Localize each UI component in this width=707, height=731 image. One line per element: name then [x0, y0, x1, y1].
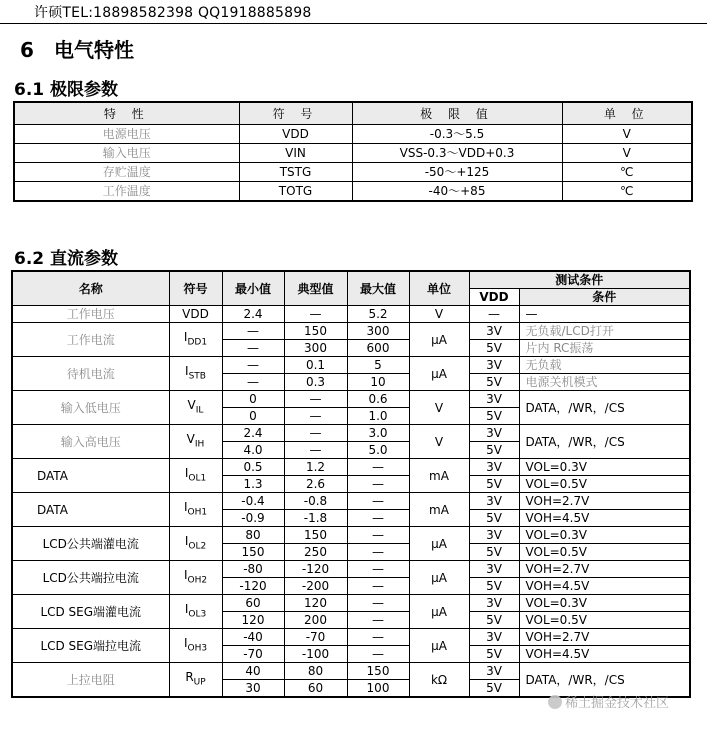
dc-unit: mA	[409, 493, 469, 527]
dc-row	[12, 306, 690, 323]
limits-table	[13, 101, 693, 202]
dc-param-symbol	[169, 595, 222, 629]
dc-param-name: 工作电压	[12, 306, 169, 323]
dc-row	[12, 323, 690, 340]
dc-parameters-table	[11, 270, 691, 698]
dc-condition: VOL=0.3V	[519, 527, 690, 544]
dc-condition: VOH=4.5V	[519, 646, 690, 663]
dc-vdd-value: 3V	[469, 663, 519, 680]
limits-symbol: TOTG	[239, 182, 352, 202]
dc-min-value: —	[222, 340, 284, 357]
dc-min-value: —	[222, 374, 284, 391]
dc-param-symbol	[169, 306, 222, 323]
dc-vdd-value: 3V	[469, 527, 519, 544]
dc-max-value: 150	[347, 663, 409, 680]
dc-condition: DATA，/WR，/CS	[519, 663, 690, 698]
dc-condition: VOH=4.5V	[519, 578, 690, 595]
dc-row	[12, 357, 690, 374]
limits-unit: V	[562, 125, 692, 144]
dc-max-value: 1.0	[347, 408, 409, 425]
dc-condition: 电源关机模式	[519, 374, 690, 391]
limits-value: VSS-0.3～VDD+0.3	[352, 144, 562, 163]
limits-unit: ℃	[562, 182, 692, 202]
dc-vdd-value: 5V	[469, 510, 519, 527]
dc-header-unit: 单位	[409, 271, 469, 306]
dc-param-name: DATA	[12, 459, 169, 493]
symbol-subscript: IH	[194, 439, 205, 450]
dc-max-value: 0.6	[347, 391, 409, 408]
dc-min-value: -0.4	[222, 493, 284, 510]
dc-vdd-value: 3V	[469, 323, 519, 340]
dc-header-test: 测试条件	[469, 271, 690, 289]
dc-header-vdd: VDD	[469, 289, 519, 306]
dc-vdd-value: 5V	[469, 476, 519, 493]
dc-param-symbol	[169, 663, 222, 698]
dc-min-value: 80	[222, 527, 284, 544]
dc-typ-value: -70	[284, 629, 347, 646]
dc-unit: μA	[409, 527, 469, 561]
section-number: 6	[20, 38, 34, 62]
dc-max-value: —	[347, 646, 409, 663]
dc-vdd-value: 3V	[469, 493, 519, 510]
dc-max-value: 100	[347, 680, 409, 698]
dc-condition: DATA，/WR，/CS	[519, 425, 690, 459]
symbol-main: V	[186, 432, 195, 447]
symbol-main: I	[184, 466, 189, 481]
dc-max-value: —	[347, 527, 409, 544]
dc-unit: μA	[409, 561, 469, 595]
dc-vdd-value: 3V	[469, 391, 519, 408]
dc-param-name: LCD SEG端拉电流	[12, 629, 169, 663]
dc-vdd-value: 5V	[469, 544, 519, 561]
dc-min-value: -80	[222, 561, 284, 578]
dc-typ-value: 1.2	[284, 459, 347, 476]
limits-name: 工作温度	[14, 182, 239, 202]
limits-header-unit: 单 位	[562, 102, 692, 125]
dc-condition: VOL=0.5V	[519, 476, 690, 493]
dc-min-value: -40	[222, 629, 284, 646]
dc-param-symbol	[169, 357, 222, 391]
dc-typ-value: —	[284, 306, 347, 323]
dc-max-value: —	[347, 612, 409, 629]
dc-vdd-value: 5V	[469, 680, 519, 698]
dc-condition: VOL=0.5V	[519, 612, 690, 629]
dc-max-value: 5	[347, 357, 409, 374]
dc-max-value: —	[347, 595, 409, 612]
dc-vdd-value: 3V	[469, 595, 519, 612]
dc-max-value: —	[347, 476, 409, 493]
dc-vdd-value: 3V	[469, 425, 519, 442]
limits-symbol: VDD	[239, 125, 352, 144]
dc-typ-value: -1.8	[284, 510, 347, 527]
dc-param-symbol	[169, 459, 222, 493]
dc-param-symbol	[169, 527, 222, 561]
dc-header-cond: 条件	[519, 289, 690, 306]
dc-typ-value: —	[284, 425, 347, 442]
dc-param-symbol	[169, 323, 222, 357]
dc-condition: VOH=2.7V	[519, 561, 690, 578]
symbol-subscript: OH3	[187, 643, 208, 654]
symbol-main: I	[183, 330, 188, 345]
dc-condition: 无负载/LCD打开	[519, 323, 690, 340]
limits-name: 电源电压	[14, 125, 239, 144]
watermark-text: 稀土掘金技术社区	[565, 696, 670, 711]
dc-vdd-value: —	[469, 306, 519, 323]
dc-min-value: -120	[222, 578, 284, 595]
dc-vdd-value: 3V	[469, 459, 519, 476]
symbol-subscript: IL	[195, 405, 204, 416]
dc-condition: VOH=2.7V	[519, 493, 690, 510]
dc-typ-value: 0.3	[284, 374, 347, 391]
symbol-subscript: OL1	[188, 473, 207, 484]
juejin-logo-icon	[548, 695, 562, 709]
dc-vdd-value: 5V	[469, 442, 519, 459]
dc-min-value: -0.9	[222, 510, 284, 527]
symbol-main: V	[187, 398, 196, 413]
symbol-subscript: UP	[193, 677, 206, 688]
limits-value: -40～+85	[352, 182, 562, 202]
dc-row	[12, 629, 690, 646]
dc-param-name: LCD SEG端灌电流	[12, 595, 169, 629]
symbol-main: I	[185, 364, 189, 379]
dc-max-value: 10	[347, 374, 409, 391]
dc-row	[12, 595, 690, 612]
limits-header-symbol: 符 号	[239, 102, 352, 125]
dc-unit: V	[409, 391, 469, 425]
dc-vdd-value: 5V	[469, 612, 519, 629]
dc-typ-value: -100	[284, 646, 347, 663]
dc-typ-value: 250	[284, 544, 347, 561]
dc-unit: μA	[409, 595, 469, 629]
dc-param-name: 上拉电阻	[12, 663, 169, 698]
dc-typ-value: 2.6	[284, 476, 347, 493]
dc-param-symbol	[169, 493, 222, 527]
limits-row	[14, 163, 692, 182]
dc-vdd-value: 5V	[469, 374, 519, 391]
dc-row	[12, 561, 690, 578]
dc-max-value: 600	[347, 340, 409, 357]
dc-vdd-value: 3V	[469, 629, 519, 646]
limits-symbol: TSTG	[239, 163, 352, 182]
dc-condition: 片内 RC振荡	[519, 340, 690, 357]
dc-max-value: 300	[347, 323, 409, 340]
dc-typ-value: —	[284, 391, 347, 408]
symbol-main: VDD	[182, 307, 209, 321]
limits-unit: V	[562, 144, 692, 163]
dc-condition: 无负载	[519, 357, 690, 374]
dc-row	[12, 425, 690, 442]
symbol-subscript: OH1	[187, 507, 208, 518]
dc-typ-value: -0.8	[284, 493, 347, 510]
section-title	[20, 34, 134, 63]
symbol-main: I	[183, 500, 188, 515]
dc-unit: mA	[409, 459, 469, 493]
dc-min-value: —	[222, 357, 284, 374]
limits-row	[14, 182, 692, 202]
dc-max-value: —	[347, 544, 409, 561]
limits-row	[14, 144, 692, 163]
subsection-title-dc: 6.2 直流参数	[14, 249, 119, 269]
dc-typ-value: 60	[284, 680, 347, 698]
dc-condition: VOH=2.7V	[519, 629, 690, 646]
dc-min-value: -70	[222, 646, 284, 663]
dc-param-symbol	[169, 391, 222, 425]
dc-condition: DATA，/WR，/CS	[519, 391, 690, 425]
dc-row	[12, 527, 690, 544]
dc-min-value: —	[222, 323, 284, 340]
symbol-main: I	[183, 568, 188, 583]
dc-max-value: —	[347, 578, 409, 595]
dc-typ-value: -200	[284, 578, 347, 595]
symbol-main: I	[184, 602, 189, 617]
dc-max-value: —	[347, 510, 409, 527]
dc-typ-value: 150	[284, 527, 347, 544]
dc-param-name: LCD公共端灌电流	[12, 527, 169, 561]
dc-header-typ: 典型值	[284, 271, 347, 306]
dc-typ-value: 200	[284, 612, 347, 629]
contact-header: 许硕TEL:18898582398 QQ1918885898	[34, 5, 312, 21]
dc-min-value: 0	[222, 391, 284, 408]
subsection-title-limits: 6.1 极限参数	[14, 80, 119, 100]
symbol-main: R	[185, 670, 194, 685]
dc-condition: —	[519, 306, 690, 323]
dc-vdd-value: 5V	[469, 408, 519, 425]
symbol-main: I	[184, 534, 189, 549]
dc-condition: VOL=0.5V	[519, 544, 690, 561]
dc-min-value: 1.3	[222, 476, 284, 493]
dc-unit: μA	[409, 357, 469, 391]
dc-row	[12, 391, 690, 408]
dc-param-name: DATA	[12, 493, 169, 527]
dc-vdd-value: 3V	[469, 357, 519, 374]
dc-min-value: 120	[222, 612, 284, 629]
limits-unit: ℃	[562, 163, 692, 182]
dc-unit: μA	[409, 323, 469, 357]
dc-vdd-value: 5V	[469, 646, 519, 663]
dc-condition: VOL=0.3V	[519, 595, 690, 612]
dc-min-value: 30	[222, 680, 284, 698]
symbol-subscript: OL3	[188, 609, 207, 620]
dc-typ-value: 0.1	[284, 357, 347, 374]
limits-value: -0.3～5.5	[352, 125, 562, 144]
dc-unit: μA	[409, 629, 469, 663]
limits-value: -50～+125	[352, 163, 562, 182]
dc-param-symbol	[169, 629, 222, 663]
dc-max-value: 3.0	[347, 425, 409, 442]
dc-max-value: —	[347, 561, 409, 578]
dc-min-value: 0.5	[222, 459, 284, 476]
dc-min-value: 4.0	[222, 442, 284, 459]
dc-param-name: 待机电流	[12, 357, 169, 391]
limits-header-value: 极 限 值	[352, 102, 562, 125]
dc-max-value: 5.0	[347, 442, 409, 459]
symbol-main: I	[183, 636, 188, 651]
dc-typ-value: 80	[284, 663, 347, 680]
dc-condition: VOL=0.3V	[519, 459, 690, 476]
dc-typ-value: 120	[284, 595, 347, 612]
dc-typ-value: 300	[284, 340, 347, 357]
limits-header-characteristic: 特 性	[14, 102, 239, 125]
dc-header-symbol: 符号	[169, 271, 222, 306]
limits-name: 输入电压	[14, 144, 239, 163]
dc-vdd-value: 3V	[469, 561, 519, 578]
dc-condition: VOH=4.5V	[519, 510, 690, 527]
dc-min-value: 2.4	[222, 425, 284, 442]
dc-max-value: —	[347, 459, 409, 476]
dc-param-name: 输入高电压	[12, 425, 169, 459]
symbol-subscript: OL2	[188, 541, 207, 552]
limits-name: 存贮温度	[14, 163, 239, 182]
dc-param-name: 工作电流	[12, 323, 169, 357]
dc-header-min: 最小值	[222, 271, 284, 306]
dc-min-value: 40	[222, 663, 284, 680]
symbol-subscript: DD1	[187, 337, 208, 348]
dc-min-value: 60	[222, 595, 284, 612]
header-divider	[0, 23, 707, 24]
dc-row	[12, 493, 690, 510]
dc-row	[12, 459, 690, 476]
dc-row	[12, 663, 690, 680]
dc-vdd-value: 5V	[469, 340, 519, 357]
dc-min-value: 150	[222, 544, 284, 561]
dc-typ-value: -120	[284, 561, 347, 578]
dc-unit: kΩ	[409, 663, 469, 698]
dc-header-name: 名称	[12, 271, 169, 306]
limits-row	[14, 125, 692, 144]
symbol-subscript: STB	[188, 371, 206, 382]
dc-param-symbol	[169, 561, 222, 595]
dc-header-max: 最大值	[347, 271, 409, 306]
dc-unit: V	[409, 425, 469, 459]
dc-max-value: —	[347, 629, 409, 646]
dc-vdd-value: 5V	[469, 578, 519, 595]
dc-typ-value: —	[284, 442, 347, 459]
dc-unit: V	[409, 306, 469, 323]
dc-param-name: 输入低电压	[12, 391, 169, 425]
watermark	[548, 692, 669, 711]
dc-typ-value: —	[284, 408, 347, 425]
limits-symbol: VIN	[239, 144, 352, 163]
section-title-text: 电气特性	[54, 38, 134, 62]
symbol-subscript: OH2	[187, 575, 208, 586]
dc-param-name: LCD公共端拉电流	[12, 561, 169, 595]
dc-min-value: 2.4	[222, 306, 284, 323]
dc-max-value: 5.2	[347, 306, 409, 323]
dc-typ-value: 150	[284, 323, 347, 340]
dc-param-symbol	[169, 425, 222, 459]
dc-min-value: 0	[222, 408, 284, 425]
dc-max-value: —	[347, 493, 409, 510]
